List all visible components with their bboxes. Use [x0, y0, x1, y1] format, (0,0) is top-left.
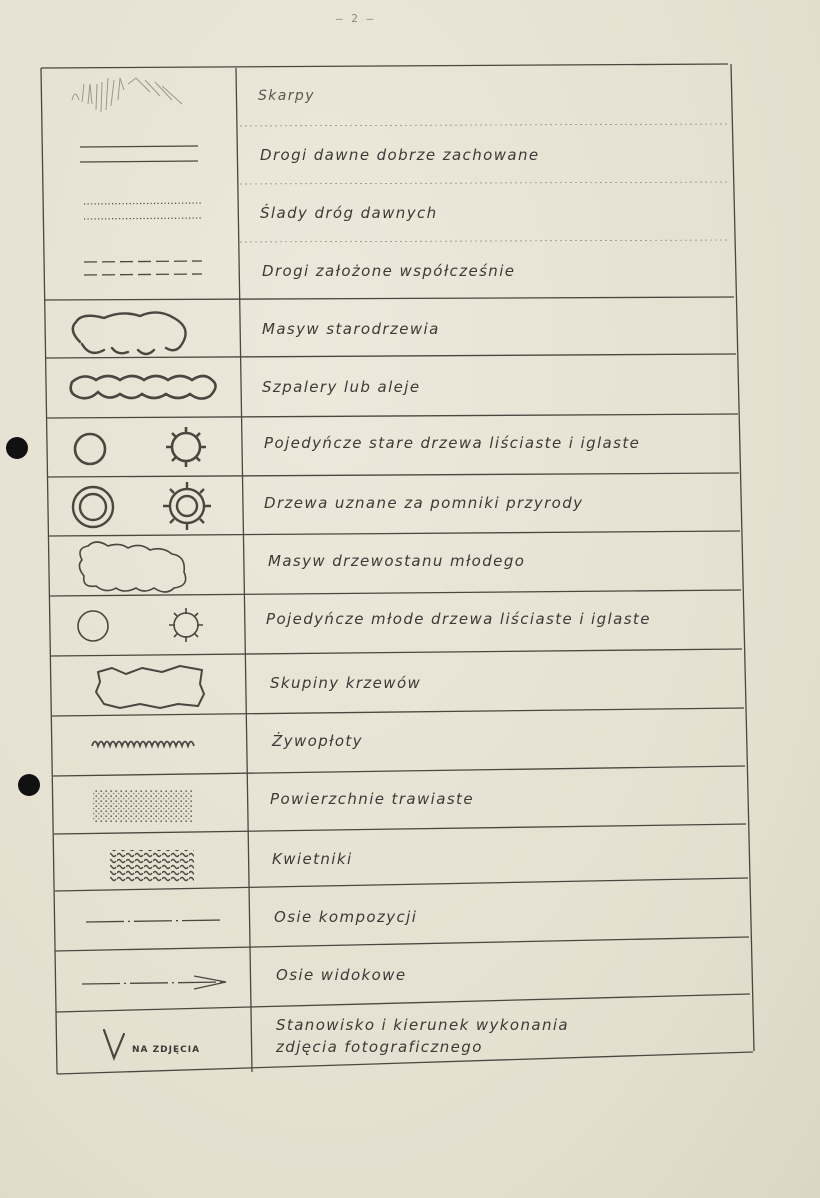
legend-label-drogi-wspolczesne: Drogi założone współcześnie: [262, 262, 516, 280]
pojedyncze-stare-symbol: [75, 427, 206, 467]
osie-kompozycji-symbol: [86, 920, 224, 922]
szpalery-symbol: [71, 376, 216, 399]
legend-label-drogi-dawne: Drogi dawne dobrze zachowane: [260, 146, 540, 164]
legend-label-osie-kompozycji: Osie kompozycji: [274, 908, 418, 926]
drogi-dawne-symbol: [80, 146, 198, 162]
pomniki-przyrody-symbol: [73, 482, 211, 530]
legend-label-stanowisko-line2: zdjęcia fotograficznego: [276, 1038, 483, 1056]
legend-label-masyw-starodrzewia: Masyw starodrzewia: [262, 320, 440, 338]
powierzchnie-trawiaste-symbol: [92, 790, 192, 822]
stanowisko-symbol: [104, 1030, 124, 1058]
legend-label-stanowisko-line1: Stanowisko i kierunek wykonania: [276, 1016, 570, 1034]
skupiny-krzewow-symbol: [96, 666, 204, 708]
legend-label-pojedyncze-stare: Pojedyńcze stare drzewa liściaste i iglaste: [264, 434, 641, 452]
page-number: — 2 —: [336, 12, 375, 25]
legend-label-kwietniki: Kwietniki: [272, 850, 353, 868]
osie-widokowe-symbol: [82, 976, 226, 989]
slady-drog-symbol: [84, 203, 202, 219]
legend-label-masyw-mlodego: Masyw drzewostanu młodego: [268, 552, 526, 570]
stanowisko-symbol-caption: NA ZDJĘCIA: [132, 1045, 201, 1055]
legend-label-skupiny-krzewow: Skupiny krzewów: [270, 674, 422, 692]
legend-label-skarpy: Skarpy: [258, 88, 315, 104]
legend-label-slady-drog: Ślady dróg dawnych: [260, 204, 438, 222]
skarpy-symbol: [72, 78, 182, 112]
kwietniki-symbol: [110, 850, 194, 882]
legend-label-szpalery: Szpalery lub aleje: [262, 378, 421, 396]
masyw-starodrzewia-symbol: [73, 312, 186, 354]
drogi-wspolczesne-symbol: [84, 261, 202, 275]
pojedyncze-mlode-symbol: [78, 608, 203, 642]
zywoploty-symbol: [92, 742, 194, 747]
legend-label-pojedyncze-mlode: Pojedyńcze młode drzewa liściaste i iglaste: [266, 610, 651, 628]
legend-label-zywoploty: Żywopłoty: [272, 732, 363, 750]
legend-label-osie-widokowe: Osie widokowe: [276, 966, 407, 984]
masyw-mlodego-symbol: [79, 542, 185, 592]
legend-label-powierzchnie-trawiaste: Powierzchnie trawiaste: [270, 790, 474, 808]
legend-label-pomniki-przyrody: Drzewa uznane za pomniki przyrody: [264, 494, 584, 512]
